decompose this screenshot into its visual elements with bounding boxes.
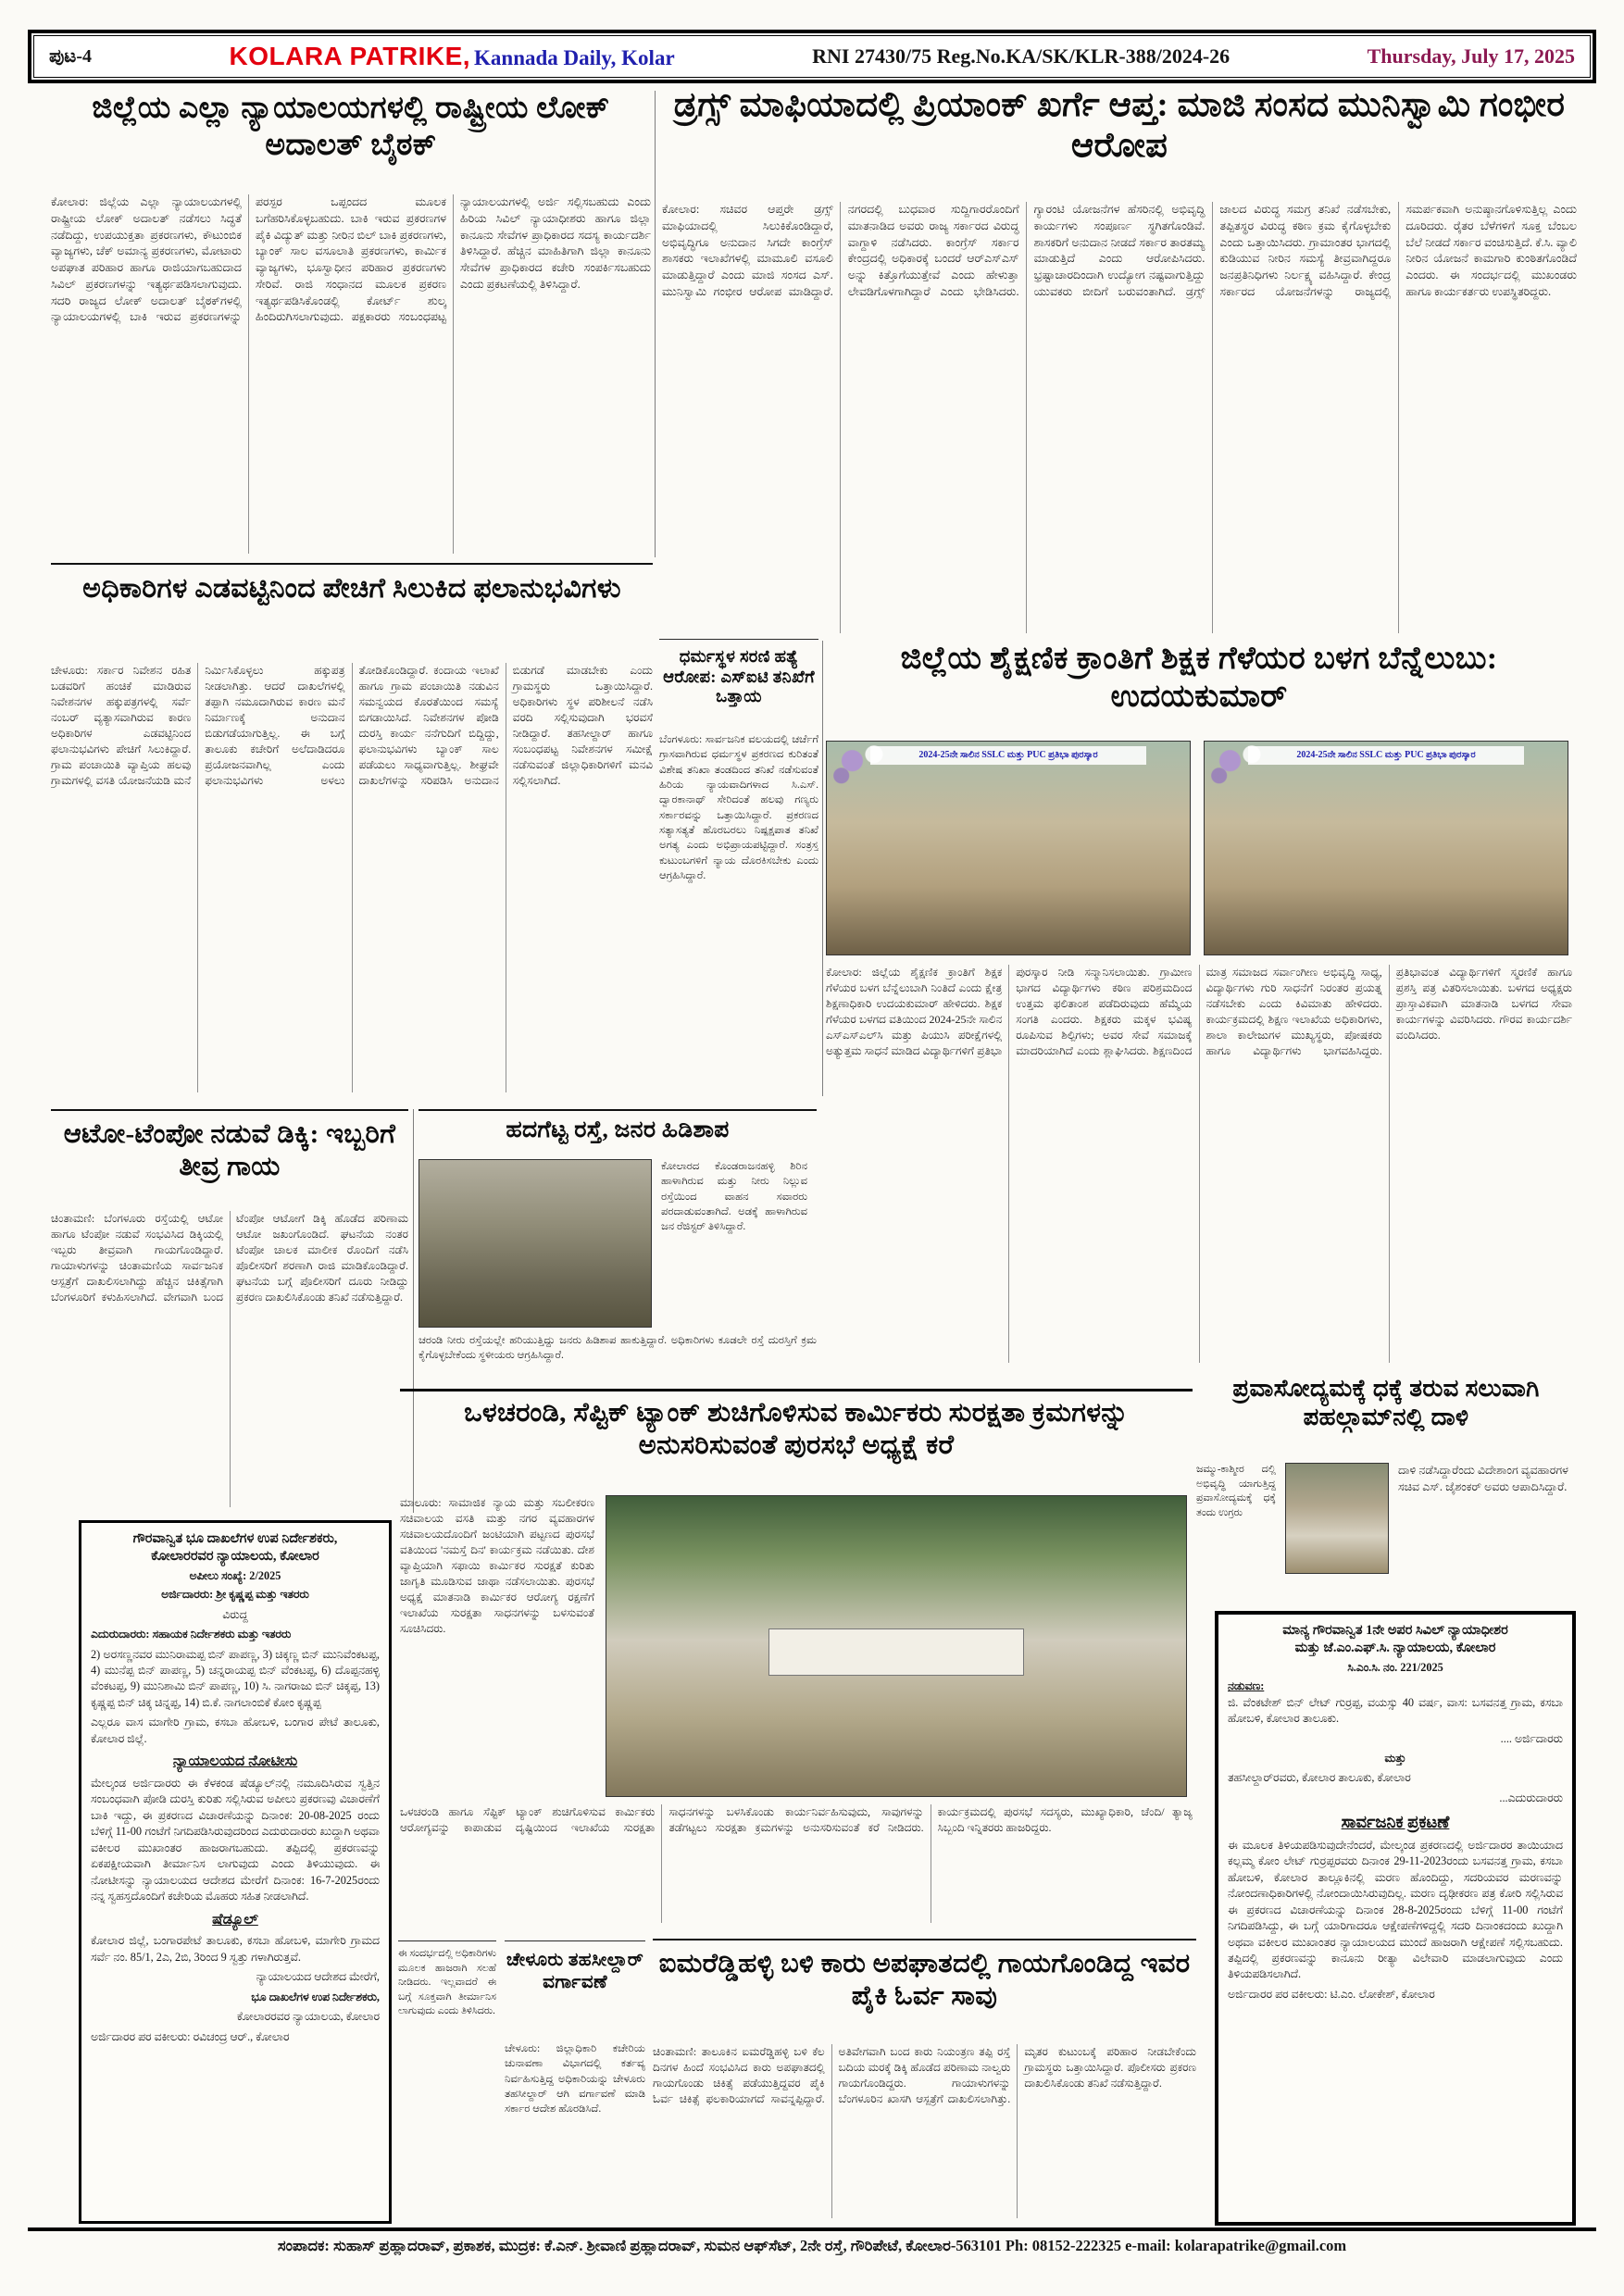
awareness-rally-photo: [606, 1495, 1187, 1797]
article-lok-adalat: [51, 91, 651, 559]
notice-left-subhead-court-notice: ನ್ಯಾಯಾಲಯದ ನೋಟೀಸು: [172, 1753, 298, 1770]
body-officials-blunder: ಚೇಳೂರು: ಸರ್ಕಾರ ನಿವೇಶನ ರಹಿತ ಬಡವರಿಗೆ ಹಂಚಿಕೆ ಮಾಡಿರುವ ನಿವೇಶನಗಳ ಹಕ್ಕುಪತ್ರಗಳಲ್ಲಿ ಸರ್ವೆ ನಂಬರ್ ವ್ಯತ್ಯಾಸವಾಗಿರುವ ಕಾರಣ ಅಧಿಕಾರಿಗಳ ಎಡವಟ್ಟಿನಿಂದ ಫಲಾನುಭವಿಗಳು ಪೇಚಿಗೆ ಸಿಲುಕಿದ್ದಾರೆ. ಗ್ರಾಮ ಪಂಚಾಯಿತಿ ವ್ಯಾಪ್ತಿಯ ಹಲವು ಗ್ರಾಮಗಳಲ್ಲಿ ವಸತಿ ಯೋಜನೆಯಡಿ ಮನೆ ನಿರ್ಮಿಸಿಕೊಳ್ಳಲು ಹಕ್ಕುಪತ್ರ ನೀಡಲಾಗಿತ್ತು. ಆದರೆ ದಾಖಲೆಗಳಲ್ಲಿ ತಪ್ಪಾಗಿ ನಮೂದಾಗಿರುವ ಕಾರಣ ಮನೆ ನಿರ್ಮಾಣಕ್ಕೆ ಅನುದಾನ ಬಿಡುಗಡೆಯಾಗುತ್ತಿಲ್ಲ. ಈ ಬಗ್ಗೆ ತಾಲೂಕು ಕಚೇರಿಗೆ ಅಲೆದಾಡಿದರೂ ಪ್ರಯೋಜನವಾಗಿಲ್ಲ ಎಂದು ಫಲಾನುಭವಿಗಳು ಅಳಲು ತೋಡಿಕೊಂಡಿದ್ದಾರೆ. ಕಂದಾಯ ಇಲಾಖೆ ಹಾಗೂ ಗ್ರಾಮ ಪಂಚಾಯಿತಿ ನಡುವಿನ ಸಮನ್ವಯದ ಕೊರತೆಯಿಂದ ಸಮಸ್ಯೆ ಬಿಗಡಾಯಿಸಿದೆ. ನಿವೇಶನಗಳ ಪೋಡಿ ದುರಸ್ತಿ ಕಾರ್ಯ ನನೆಗುದಿಗೆ ಬಿದ್ದಿದ್ದು, ಫಲಾನುಭವಿಗಳು ಬ್ಯಾಂಕ್ ಸಾಲ ಪಡೆಯಲು ಸಾಧ್ಯವಾಗುತ್ತಿಲ್ಲ. ಶೀಘ್ರವೇ ದಾಖಲೆಗಳನ್ನು ಸರಿಪಡಿಸಿ ಅನುದಾನ ಬಿಡುಗಡೆ ಮಾಡಬೇಕು ಎಂದು ಗ್ರಾಮಸ್ಥರು ಒತ್ತಾಯಿಸಿದ್ದಾರೆ. ಅಧಿಕಾರಿಗಳು ಸ್ಥಳ ಪರಿಶೀಲನೆ ನಡೆಸಿ ವರದಿ ಸಲ್ಲಿಸುವುದಾಗಿ ಭರವಸೆ ನೀಡಿದ್ದಾರೆ. ತಹಸೀಲ್ದಾರ್ ಹಾಗೂ ಸಂಬಂಧಪಟ್ಟ ನಿವೇಶನಗಳ ಸಮೀಕ್ಷೆ ನಡೆಸುವಂತೆ ಜಿಲ್ಲಾಧಿಕಾರಿಗಳಿಗೆ ಮನವಿ ಸಲ್ಲಿಸಲಾಗಿದೆ.: [51, 664, 653, 788]
imprint-line: ಸಂಪಾದಕ: ಸುಹಾಸ್ ಪ್ರಹ್ಲಾದರಾವ್, ಪ್ರಕಾಶಕ, ಮುದ್ರಕ: ಕೆ.ಎನ್. ಶ್ರೀವಾಣಿ ಪ್ರಹ್ಲಾದರಾವ್, ಸುಮನ ಆಫ್‌ಸೆಟ್, 2ನೇ ರಸ್ತೆ, ಗೌರಿಪೇಟೆ, ಕೋಲಾರ-563101 Ph: 08152-222325 e-mail: kolarapatrike@gmail.com: [277, 2237, 1347, 2254]
septic-content-row: [400, 1495, 1193, 1797]
body-continuation: ಈ ಸಂದರ್ಭದಲ್ಲಿ ಅಧಿಕಾರಿಗಳು ಮೂಲಕ ಹಾಜರಾಗಿ ಸಲಹೆ ನೀಡಿದರು. ಇಲ್ಲವಾದರೆ ಈ ಬಗ್ಗೆ ಸೂಕ್ತವಾಗಿ ತೀರ್ಮಾನಿಸ ಲಾಗುವುದು ಎಂದು ತಿಳಿಸಿದರು.: [398, 1948, 496, 2017]
headline-lok-adalat: ಜಿಲ್ಲೆಯ ಎಲ್ಲಾ ನ್ಯಾಯಾಲಯಗಳಲ್ಲಿ ರಾಷ್ಟ್ರೀಯ ಲೋಕ್ ಅದಾಲತ್ ಬೈಠಕ್: [92, 92, 610, 162]
notice-right-court-title2: ಮತ್ತು ಜೆ.ಎಂ.ಎಫ್.ಸಿ. ನ್ಯಾಯಾಲಯ, ಕೋಲಾರ: [1294, 1640, 1496, 1655]
body-septic-tail: ಒಳಚರಂಡಿ ಹಾಗೂ ಸೆಪ್ಟಿಕ್ ಟ್ಯಾಂಕ್ ಶುಚಿಗೊಳಿಸುವ ಕಾರ್ಮಿಕರು ಆರೋಗ್ಯವನ್ನು ಕಾಪಾಡುವ ದೃಷ್ಟಿಯಿಂದ ಇಲಾಖೆಯ ಸುರಕ್ಷತಾ ಸಾಧನಗಳನ್ನು ಬಳಸಿಕೊಂಡು ಕಾರ್ಯನಿರ್ವಹಿಸುವುದು, ಸಾವುಗಳನ್ನು ತಡೆಗಟ್ಟಲು ಸುರಕ್ಷತಾ ಕ್ರಮಗಳನ್ನು ಅನುಸರಿಸುವಂತೆ ಕರೆ ನೀಡಿದರು. ಕಾರ್ಯಕ್ರಮದಲ್ಲಿ ಪುರಸಭೆ ಸದಸ್ಯರು, ಮುಖ್ಯಾಧಿಕಾರಿ, ಚೆಂದಿ/ ತ್ಯಾಜ್ಯ ಸಿಬ್ಬಂದಿ ಇನ್ನಿತರರು ಹಾಜರಿದ್ದರು.: [400, 1805, 1193, 1835]
photo-banner-text: 2024-25ನೇ ಸಾಲಿನ SSLC ಮತ್ತು PUC ಪ್ರತಿಭಾ ಪುರಸ್ಕಾರ: [870, 746, 1146, 765]
body-pahalgam-right: ದಾಳಿ ನಡೆಸಿದ್ದಾರೆಂದು ವಿದೇಶಾಂಗ ವ್ಯವಹಾರಗಳ ಸಚಿವ ಎಸ್. ಜೈಶಂಕರ್ ಅವರು ಆಪಾದಿಸಿದ್ದಾರೆ.: [1398, 1464, 1568, 1493]
court-notice-right: [1215, 1611, 1576, 2226]
headline-septic-safety: ಒಳಚರಂಡಿ, ಸೆಪ್ಟಿಕ್ ಟ್ಯಾಂಕ್ ಶುಚಿಗೊಳಿಸುವ ಕಾರ್ಮಿಕರು ಸುರಕ್ಷತಾ ಕ್ರಮಗಳನ್ನು ಅನುಸರಿಸುವಂತೆ ಪುರಸಭೆ ಅಧ್ಯಕ್ಷೆ ಕರೆ: [464, 1398, 1129, 1460]
notice-left-closing3: ಕೋಲಾರರವರ ನ್ಯಾಯಾಲಯ, ಕೋಲಾರ: [236, 2010, 380, 2024]
column-divider: [655, 91, 656, 557]
notice-left-schedule: ಕೋಲಾರ ಜಿಲ್ಲೆ, ಬಂಗಾರಪೇಟೆ ತಾಲೂಕು, ಕಸಬಾ ಹೋಬಳಿ, ಮಾಗೇರಿ ಗ್ರಾಮದ ಸರ್ವೆ ನಂ. 85/1, 2ಎ, 2ಬಿ, 3ರಿಂದ 9 ಸ್ವತ್ತು ಗಳಾಗಿರುತ್ತವೆ.: [91, 1934, 380, 1964]
body-tahsildar-transfer: ಚೇಳೂರು: ಜಿಲ್ಲಾಧಿಕಾರಿ ಕಚೇರಿಯ ಚುನಾವಣಾ ವಿಭಾಗದಲ್ಲಿ ಕರ್ತವ್ಯ ನಿರ್ವಹಿಸುತ್ತಿದ್ದ ಅಧಿಕಾರಿಯನ್ನು ಚೇಳೂರು ತಹಸೀಲ್ದಾರ್ ಆಗಿ ವರ್ಗಾವಣೆ ಮಾಡಿ ಸರ್ಕಾರ ಆದೇಶ ಹೊರಡಿಸಿದೆ.: [505, 2043, 645, 2115]
group-photo-left: [826, 741, 1191, 955]
masthead-title-group: [230, 42, 675, 71]
body-pahalgam-left: ಜಮ್ಮು-ಕಾಶ್ಮೀರ ದಲ್ಲಿ ಅಭಿವೃದ್ಧಿ ಯಾಗುತ್ತಿದ್ದ ಪ್ರವಾಸೋದ್ಯಮಕ್ಕೆ ಧಕ್ಕೆ ತಂದು ಉಗ್ರರು: [1196, 1464, 1276, 1518]
article-septic-safety: [400, 1389, 1193, 1933]
notice-left-residence: ಎಲ್ಲರೂ ವಾಸ ಮಾಗೇರಿ ಗ್ರಾಮ, ಕಸಬಾ ಹೋಬಳಿ, ಬಂಗಾರ ಪೇಟೆ ತಾಲೂಕು, ಕೋಲಾರ ಜಿಲ್ಲೆ.: [91, 1716, 380, 1745]
bad-road-content-row: [418, 1159, 817, 1328]
body-bad-road-side: ಕೋಲಾರದ ಕೊಂಡರಾಜನಹಳ್ಳಿ ಶಿರಿನ ಹಾಳಾಗಿರುವ ಮತ್ತು ನೀರು ನಿಲ್ಲುವ ರಸ್ತೆಯಿಂದ ವಾಹನ ಸವಾರರು ಪರದಾಡುವಂತಾಗಿದೆ. ಅಡಕ್ಕೆ ಹಾಳಾಗಿರುವ ಜನ ರೆಜಿಸ್ಟರ್ ತಿಳಿಸಿದ್ದಾರೆ.: [661, 1161, 807, 1233]
notice-right-respondent-tag: ...ಎದುರುದಾರರು: [1499, 1791, 1563, 1804]
column-divider: [822, 641, 823, 1096]
newspaper-name: KOLARA PATRIKE,: [229, 42, 471, 70]
notice-left-court-title: ಗೌರವಾನ್ವಿತ ಭೂ ದಾಖಲೆಗಳ ಉಪ ನಿರ್ದೇಶಕರು,: [132, 1531, 338, 1546]
notice-left-respondent-list: 2) ಅರಸಣ್ಣನವರ ಮುನಿರಾಮಪ್ಪ ಬಿನ್ ಪಾಪಣ್ಣ, 3) ಚಿಕ್ಕಣ್ಣ ಬಿನ್ ಮುನಿವೆಂಕಟಪ್ಪ, 4) ಮುನೆಪ್ಪ ಬಿನ್ ಪಾಪಣ್ಣ, 5) ಚನ್ನರಾಯಪ್ಪ ಬಿನ್ ವೆಂಕಟಪ್ಪ, 6) ದೊಪ್ಪನಹಳ್ಳಿ ವೆಂಕಟಪ್ಪ, 9) ಮುನಿಶಾಮಿ ಬಿನ್ ಪಾಪಣ್ಣ, 10) ಸಿ. ನಾಗರಾಜು ಬಿನ್ ಚಿಕ್ಕಪ್ಪ, 13) ಕೃಷ್ಣಪ್ಪ ಬಿನ್ ಚಿಕ್ಕ ಚಿನ್ನಪ್ಪ, 14) ಬಿ.ಕೆ. ನಾಗಲಾಂಬಿಕೆ ಕೋಂ ಕೃಷ್ಣಪ್ಪ: [91, 1647, 380, 1709]
article-officials-blunder: [51, 563, 653, 1098]
notice-right-between-label: ನಡುವಣ:: [1228, 1679, 1265, 1693]
notice-left-advocate: ಅರ್ಜಿದಾರರ ಪರ ವಕೀಲರು: ರವಿಚಂದ್ರ ಆರ್., ಕೋಲಾರ: [91, 2029, 290, 2043]
issue-date: Thursday, July 17, 2025: [1367, 44, 1575, 68]
body-dharmasthala-sit: ಬೆಂಗಳೂರು: ಸಾರ್ವಜನಿಕ ವಲಯದಲ್ಲಿ ಚರ್ಚೆಗೆ ಗ್ರಾಸವಾಗಿರುವ ಧರ್ಮಸ್ಥಳ ಪ್ರಕರಣದ ಕುರಿತಂತೆ ವಿಶೇಷ ತನಿಖಾ ತಂಡದಿಂದ ತನಿಖೆ ನಡೆಸುವಂತೆ ಹಿರಿಯ ನ್ಯಾಯವಾದಿಗಳಾದ ಸಿ.ಎಸ್. ದ್ವಾರಕಾನಾಥ್ ಸೇರಿದಂತೆ ಹಲವು ಗಣ್ಯರು ಸರ್ಕಾರವನ್ನು ಒತ್ತಾಯಿಸಿದ್ದಾರೆ. ಪ್ರಕರಣದ ಸತ್ಯಾಸತ್ಯತೆ ಹೊರಬರಲು ನಿಷ್ಪಕ್ಷಪಾತ ತನಿಖೆ ಅಗತ್ಯ ಎಂದು ಅಭಿಪ್ರಾಯಪಟ್ಟಿದ್ದಾರೆ. ಸಂತ್ರಸ್ತ ಕುಟುಂಬಗಳಿಗೆ ನ್ಯಾಯ ದೊರಕಿಸಬೇಕು ಎಂದು ಆಗ್ರಹಿಸಿದ್ದಾರೆ.: [659, 734, 818, 881]
notice-left-body: ಮೇಲ್ಕಂಡ ಅರ್ಜಿದಾರರು ಈ ಕೆಳಕಂಡ ಷೆಡ್ಯೂಲ್‌ನಲ್ಲಿ ನಮೂದಿಸಿರುವ ಸ್ವತ್ತಿನ ಸಂಬಂಧವಾಗಿ ಪೋಡಿ ದುರಸ್ತಿ ಕುರಿತು ಸಲ್ಲಿಸಿರುವ ಅಪೀಲು ಪ್ರಕರಣವು ವಿಚಾರಣೆಗೆ ಬಾಕಿ ಇದ್ದು, ಈ ಪ್ರಕರಣದ ವಿಚಾರಣೆಯನ್ನು ದಿನಾಂಕ: 20-08-2025 ರಂದು ಬೆಳಿಗ್ಗೆ 11-00 ಗಂಟೆಗೆ ನಿಗದಿಪಡಿಸಿರುವುದರಿಂದ ಎದುರುದಾರರು ಖುದ್ದಾಗಿ ಅಥವಾ ವಕೀಲರ ಮುಖಾಂತರ ಹಾಜರಾಗಬಹುದು. ತಪ್ಪಿದಲ್ಲಿ ಪ್ರಕರಣವನ್ನು ಏಕಪಕ್ಷೀಯವಾಗಿ ತೀರ್ಮಾನಿಸ ಲಾಗುವುದು ಎಂದು ತಿಳಿಯುವುದು. ಈ ನೋಟೀಸನ್ನು ನ್ಯಾಯಾಲಯದ ಆದೇಶದ ಮೇರೆಗೆ ದಿನಾಂಕ: 16-7-2025ರಂದು ನನ್ನ ಸ್ವಹಸ್ತದೊಂದಿಗೆ ಕಚೇರಿಯ ಮೊಹರು ಸಹಿತ ನೀಡಲಾಗಿದೆ.: [91, 1776, 380, 1903]
notice-right-applicant: ಜಿ. ವೆಂಕಟೇಶ್ ಬಿನ್ ಲೇಟ್ ಗುರ್ರಪ್ಪ, ವಯಸ್ಸು 40 ವರ್ಷ, ವಾಸ: ಬಸವನತ್ತ ಗ್ರಾಮ, ಕಸಬಾ ಹೋಬಳಿ, ಕೋಲಾರ ತಾಲೂಕು.: [1228, 1695, 1563, 1726]
body-bad-road-below: ಚರಂಡಿ ನೀರು ರಸ್ತೆಯಲ್ಲೇ ಹರಿಯುತ್ತಿದ್ದು ಜನರು ಹಿಡಿಶಾಪ ಹಾಕುತ್ತಿದ್ದಾರೆ. ಅಧಿಕಾರಿಗಳು ಕೂಡಲೇ ರಸ್ತೆ ದುರಸ್ತಿಗೆ ಕ್ರಮ ಕೈಗೊಳ್ಳಬೇಕೆಂದು ಸ್ಥಳೀಯರು ಆಗ್ರಹಿಸಿದ್ದಾರೆ.: [418, 1335, 817, 1362]
notice-right-case-number: ಸಿ.ಎಂ.ಸಿ. ನಂ. 221/2025: [1347, 1660, 1443, 1674]
headline-bad-road: ಹದಗೆಟ್ಟ ರಸ್ತೆ, ಜನರ ಹಿಡಿಶಾಪ: [506, 1117, 730, 1142]
article-auto-tempo: [51, 1109, 408, 1513]
headline-pahalgam: ಪ್ರವಾಸೋದ್ಯಮಕ್ಕೆ ಧಕ್ಕೆ ತರುವ ಸಲುವಾಗಿ ಪಹಲ್ಗಾಮ್‌ನಲ್ಲಿ ದಾಳಿ: [1232, 1375, 1540, 1431]
article-car-accident: [653, 1939, 1196, 2222]
footer-rule: [28, 2227, 1596, 2231]
masthead-inner: [33, 35, 1591, 78]
notice-left-closing2: ಭೂ ದಾಖಲೆಗಳ ಉಪ ನಿರ್ದೇಶಕರು,: [251, 1990, 380, 2003]
notice-left-versus: ವಿರುದ್ದ: [222, 1607, 248, 1621]
article-dharmasthala-sit: [659, 639, 818, 1098]
body-car-accident: ಚಿಂತಾಮಣಿ: ತಾಲೂಕಿನ ಐಮರೆಡ್ಡಿಹಳ್ಳಿ ಬಳಿ ಕೆಲ ದಿನಗಳ ಹಿಂದೆ ಸಂಭವಿಸಿದ ಕಾರು ಅಪಘಾತದಲ್ಲಿ ಗಾಯಗೊಂಡು ಚಿಕಿತ್ಸೆ ಪಡೆಯುತ್ತಿದ್ದವರ ಪೈಕಿ ಓರ್ವ ಚಿಕಿತ್ಸೆ ಫಲಕಾರಿಯಾಗದೆ ಸಾವನ್ನಪ್ಪಿದ್ದಾರೆ. ಅತಿವೇಗವಾಗಿ ಬಂದ ಕಾರು ನಿಯಂತ್ರಣ ತಪ್ಪಿ ರಸ್ತೆ ಬದಿಯ ಮರಕ್ಕೆ ಡಿಕ್ಕಿ ಹೊಡೆದ ಪರಿಣಾಮ ನಾಲ್ವರು ಗಾಯಗೊಂಡಿದ್ದರು. ಗಾಯಾಳುಗಳನ್ನು ಬೆಂಗಳೂರಿನ ಖಾಸಗಿ ಆಸ್ಪತ್ರೆಗೆ ದಾಖಲಿಸಲಾಗಿತ್ತು. ಮೃತರ ಕುಟುಂಬಕ್ಕೆ ಪರಿಹಾರ ನೀಡಬೇಕೆಂದು ಗ್ರಾಮಸ್ಥರು ಒತ್ತಾಯಿಸಿದ್ದಾರೆ. ಪೊಲೀಸರು ಪ್ರಕರಣ ದಾಖಲಿಸಿಕೊಂಡು ತನಿಖೆ ನಡೆಸುತ್ತಿದ್ದಾರೆ.: [653, 2045, 1196, 2106]
notice-left-subhead-schedule: ಷೆಡ್ಯೂಲ್: [212, 1911, 258, 1928]
notice-right-body: ಈ ಮೂಲಕ ತಿಳಿಯಪಡಿಸುವುದೇನೆಂದರೆ, ಮೇಲ್ಕಂಡ ಪ್ರಕರಣದಲ್ಲಿ ಅರ್ಜಿದಾರರ ತಾಯಿಯಾದ ಕಲ್ಲಮ್ಮ ಕೋಂ ಲೇಟ್ ಗುರ್ರಪ್ಪರವರು ದಿನಾಂಕ 29-11-2023ರಂದು ಬಸವನತ್ತ ಗ್ರಾಮ, ಕಸಬಾ ಹೋಬಳಿ, ಕೋಲಾರ ತಾಲ್ಲೂಕಿನಲ್ಲಿ ಮರಣ ಹೊಂದಿದ್ದು, ಸದರಿಯವರ ಮರಣವನ್ನು ನೋಂದಣಾಧಿಕಾರಿಗಳಲ್ಲಿ ನೋಂದಾಯಿಸಿರುವುದಿಲ್ಲ. ಮರಣ ದೃಢೀಕರಣ ಪತ್ರ ಕೋರಿ ಸಲ್ಲಿಸಿರುವ ಈ ಪ್ರಕರಣದ ವಿಚಾರಣೆಯನ್ನು ದಿನಾಂಕ 28-8-2025ರಂದು ಬೆಳಿಗ್ಗೆ 11-00 ಗಂಟೆಗೆ ನಿಗದಿಪಡಿಸಿದ್ದು, ಈ ಬಗ್ಗೆ ಯಾರಿಗಾದರೂ ಆಕ್ಷೇಪಣೆಗಳಿದ್ದಲ್ಲಿ ಸದರಿ ದಿನಾಂಕದಂದು ಖುದ್ದಾಗಿ ಅಥವಾ ವಕೀಲರ ಮುಖಾಂತರ ನ್ಯಾಯಾಲಯದ ಮುಂದೆ ಹಾಜರಾಗಿ ಆಕ್ಷೇಪಣೆ ಸಲ್ಲಿಸಬಹುದು. ತಪ್ಪಿದಲ್ಲಿ ಪ್ರಕರಣವನ್ನು ಕಾನೂನು ರೀತ್ಯಾ ವಿಲೇವಾರಿ ಮಾಡಲಾಗುವುದು ಎಂದು ತಿಳಿಯಪಡಿಸಲಾಗಿದೆ.: [1228, 1838, 1563, 1981]
headline-dharmasthala-sit: ಧರ್ಮಸ್ಥಳ ಸರಣಿ ಹತ್ಯೆ ಆರೋಪ: ಎಸ್ಐಟಿ ತನಿಖೆಗೆ ಒತ್ತಾಯ: [663, 647, 815, 706]
body-education-award: ಕೋಲಾರ: ಜಿಲ್ಲೆಯ ಶೈಕ್ಷಣಿಕ ಕ್ರಾಂತಿಗೆ ಶಿಕ್ಷಕ ಗೆಳೆಯರ ಬಳಗ ಬೆನ್ನೆಲುಬಾಗಿ ನಿಂತಿದೆ ಎಂದು ಕ್ಷೇತ್ರ ಶಿಕ್ಷಣಾಧಿಕಾರಿ ಉದಯಕುಮಾರ್ ಹೇಳಿದರು. ಶಿಕ್ಷಕ ಗೆಳೆಯರ ಬಳಗದ ವತಿಯಿಂದ 2024-25ನೇ ಸಾಲಿನ ಎಸ್‌ಎಸ್‌ಎಲ್‌ಸಿ ಮತ್ತು ಪಿಯುಸಿ ಪರೀಕ್ಷೆಗಳಲ್ಲಿ ಅತ್ಯುತ್ತಮ ಸಾಧನೆ ಮಾಡಿದ ವಿದ್ಯಾರ್ಥಿಗಳಿಗೆ ಪ್ರತಿಭಾ ಪುರಸ್ಕಾರ ನೀಡಿ ಸನ್ಮಾನಿಸಲಾಯಿತು. ಗ್ರಾಮೀಣ ಭಾಗದ ವಿದ್ಯಾರ್ಥಿಗಳು ಕಠಿಣ ಪರಿಶ್ರಮದಿಂದ ಉತ್ತಮ ಫಲಿತಾಂಶ ಪಡೆದಿರುವುದು ಹೆಮ್ಮೆಯ ಸಂಗತಿ ಎಂದರು. ಶಿಕ್ಷಕರು ಮಕ್ಕಳ ಭವಿಷ್ಯ ರೂಪಿಸುವ ಶಿಲ್ಪಿಗಳು; ಅವರ ಸೇವೆ ಸಮಾಜಕ್ಕೆ ಮಾದರಿಯಾಗಿದೆ ಎಂದು ಶ್ಲಾಘಿಸಿದರು. ಶಿಕ್ಷಣದಿಂದ ಮಾತ್ರ ಸಮಾಜದ ಸರ್ವಾಂಗೀಣ ಅಭಿವೃದ್ಧಿ ಸಾಧ್ಯ, ವಿದ್ಯಾರ್ಥಿಗಳು ಗುರಿ ಸಾಧನೆಗೆ ನಿರಂತರ ಪ್ರಯತ್ನ ನಡೆಸಬೇಕು ಎಂದು ಕಿವಿಮಾತು ಹೇಳಿದರು. ಕಾರ್ಯಕ್ರಮದಲ್ಲಿ ಶಿಕ್ಷಣ ಇಲಾಖೆಯ ಅಧಿಕಾರಿಗಳು, ಶಾಲಾ ಕಾಲೇಜುಗಳ ಮುಖ್ಯಸ್ಥರು, ಪೋಷಕರು ಹಾಗೂ ವಿದ್ಯಾರ್ಥಿಗಳು ಭಾಗವಹಿಸಿದ್ದರು. ಪ್ರತಿಭಾವಂತ ವಿದ್ಯಾರ್ಥಿಗಳಿಗೆ ಸ್ಮರಣಿಕೆ ಹಾಗೂ ಪ್ರಶಸ್ತಿ ಪತ್ರ ವಿತರಿಸಲಾಯಿತು. ಬಳಗದ ಅಧ್ಯಕ್ಷರು ಪ್ರಾಸ್ತಾವಿಕವಾಗಿ ಮಾತನಾಡಿ ಬಳಗದ ಸೇವಾ ಕಾರ್ಯಗಳನ್ನು ವಿವರಿಸಿದರು. ಗೌರವ ಕಾರ್ಯದರ್ಶಿ ವಂದಿಸಿದರು.: [826, 966, 1572, 1058]
flooded-road-photo: [418, 1159, 652, 1328]
notice-right-court-title: ಮಾನ್ಯ ಗೌರವಾನ್ವಿತ 1ನೇ ಅಪರ ಸಿವಿಲ್ ನ್ಯಾಯಾಧೀಶರ: [1282, 1623, 1508, 1638]
group-photo-right: [1204, 741, 1568, 955]
masthead: [28, 30, 1596, 83]
education-photo-row: [826, 741, 1572, 955]
article-bad-road: [418, 1109, 817, 1381]
body-lok-adalat: ಕೋಲಾರ: ಜಿಲ್ಲೆಯ ಎಲ್ಲಾ ನ್ಯಾಯಾಲಯಗಳಲ್ಲಿ ರಾಷ್ಟ್ರೀಯ ಲೋಕ್ ಅದಾಲತ್ ನಡೆಸಲು ಸಿದ್ಧತೆ ನಡೆದಿದ್ದು, ಉಪಯುಕ್ತತಾ ಪ್ರಕರಣಗಳು, ಕೌಟುಂಬಿಕ ವ್ಯಾಜ್ಯಗಳು, ಚೆಕ್ ಅಮಾನ್ಯ ಪ್ರಕರಣಗಳು, ಮೋಟಾರು ಅಪಘಾತ ಪರಿಹಾರ ಹಾಗೂ ರಾಜಿಯಾಗಬಹುದಾದ ಸಿವಿಲ್ ಪ್ರಕರಣಗಳನ್ನು ಇತ್ಯರ್ಥಪಡಿಸಲಾಗುವುದು. ಸದರಿ ರಾಜ್ಯದ ಲೋಕ್ ಅದಾಲತ್ ಬೈಠಕ್‌ಗಳಲ್ಲಿ ನ್ಯಾಯಾಲಯಗಳಲ್ಲಿ ಬಾಕಿ ಇರುವ ಪ್ರಕರಣಗಳನ್ನು ಪರಸ್ಪರ ಒಪ್ಪಂದದ ಮೂಲಕ ಬಗೆಹರಿಸಿಕೊಳ್ಳಬಹುದು. ಬಾಕಿ ಇರುವ ಪ್ರಕರಣಗಳ ಪೈಕಿ ವಿದ್ಯುತ್ ಮತ್ತು ನೀರಿನ ಬಿಲ್ ಬಾಕಿ ಪ್ರಕರಣಗಳು, ಬ್ಯಾಂಕ್ ಸಾಲ ವಸೂಲಾತಿ ಪ್ರಕರಣಗಳು, ಕಾರ್ಮಿಕ ವ್ಯಾಜ್ಯಗಳು, ಭೂಸ್ವಾಧೀನ ಪರಿಹಾರ ಪ್ರಕರಣಗಳು ಸೇರಿವೆ. ರಾಜಿ ಸಂಧಾನದ ಮೂಲಕ ಪ್ರಕರಣ ಇತ್ಯರ್ಥಪಡಿಸಿಕೊಂಡಲ್ಲಿ ಕೋರ್ಟ್ ಶುಲ್ಕ ಹಿಂದಿರುಗಿಸಲಾಗುವುದು. ಪಕ್ಷಕಾರರು ಸಂಬಂಧಪಟ್ಟ ನ್ಯಾಯಾಲಯಗಳಲ್ಲಿ ಅರ್ಜಿ ಸಲ್ಲಿಸಬಹುದು ಎಂದು ಹಿರಿಯ ಸಿವಿಲ್ ನ್ಯಾಯಾಧೀಶರು ಹಾಗೂ ಜಿಲ್ಲಾ ಕಾನೂನು ಸೇವೆಗಳ ಪ್ರಾಧಿಕಾರದ ಸದಸ್ಯ ಕಾರ್ಯದರ್ಶಿ ತಿಳಿಸಿದ್ದಾರೆ. ಹೆಚ್ಚಿನ ಮಾಹಿತಿಗಾಗಿ ಜಿಲ್ಲಾ ಕಾನೂನು ಸೇವೆಗಳ ಪ್ರಾಧಿಕಾರದ ಕಚೇರಿ ಸಂಪರ್ಕಿಸಬಹುದು ಎಂದು ಪ್ರಕಟಣೆಯಲ್ಲಿ ತಿಳಿಸಿದ್ದಾರೆ.: [51, 195, 651, 324]
newspaper-subtitle: Kannada Daily, Kolar: [474, 46, 675, 69]
notice-left-closing1: ನ್ಯಾಯಾಲಯದ ಆದೇಶದ ಮೇರೆಗೆ,: [256, 1970, 380, 1984]
notice-right-subhead-public-notice: ಸಾರ್ವಜನಿಕ ಪ್ರಕಟಣೆ: [1341, 1813, 1450, 1832]
notice-left-court-title2: ಕೋಲಾರರವರ ನ್ಯಾಯಾಲಯ, ಕೋಲಾರ: [151, 1548, 319, 1564]
notice-right-and-label: ಮತ್ತು: [1384, 1751, 1406, 1765]
page-number: ಪುಟ-4: [49, 45, 93, 67]
body-septic-lead: ಮಾಲೂರು: ಸಾಮಾಜಿಕ ನ್ಯಾಯ ಮತ್ತು ಸಬಲೀಕರಣ ಸಚಿವಾಲಯ ವಸತಿ ಮತ್ತು ನಗರ ವ್ಯವಹಾರಗಳ ಸಚಿವಾಲಯದೊಂದಿಗೆ ಜಂಟಿಯಾಗಿ ಪಟ್ಟಣದ ಪುರಸಭೆ ವತಿಯಿಂದ 'ನಮಸ್ತೆ ದಿನ' ಕಾರ್ಯಕ್ರಮ ನಡೆಯಿತು. ದೇಶ ವ್ಯಾಪ್ತಿಯಾಗಿ ಸಫಾಯಿ ಕಾರ್ಮಿಕರ ಸುರಕ್ಷತೆ ಕುರಿತು ಜಾಗೃತಿ ಮೂಡಿಸುವ ಜಾಥಾ ನಡೆಸಲಾಯಿತು. ಪುರಸಭೆ ಅಧ್ಯಕ್ಷೆ ಮಾತನಾಡಿ ಕಾರ್ಮಿಕರ ಆರೋಗ್ಯ ರಕ್ಷಣೆಗೆ ಇಲಾಖೆಯ ಸುರಕ್ಷತಾ ಸಾಧನಗಳನ್ನು ಬಳಸುವಂತೆ ಸೂಚಿಸಿದರು.: [400, 1496, 594, 1636]
headline-tahsildar-transfer: ಚೇಳೂರು ತಹಸೀಲ್ದಾರ್ ವರ್ಗಾವಣೆ: [506, 1950, 644, 1992]
article-education-award: [826, 641, 1572, 1372]
notice-left-applicant: ಅರ್ಜಿದಾರರು: ಶ್ರೀ ಕೃಷ್ಣಪ್ಪ ಮತ್ತು ಇತರರು: [161, 1588, 309, 1602]
court-notice-left: [79, 1520, 392, 2224]
notice-left-case-number: ಅಪೀಲು ಸಂಖ್ಯೆ: 2/2025: [189, 1568, 281, 1582]
jaishankar-photo: [1285, 1463, 1389, 1574]
notice-right-advocate: ಅರ್ಜಿದಾರರ ಪರ ವಕೀಲರು: ಟಿ.ಎಂ. ಲೋಕೇಶ್, ಕೋಲಾರ: [1228, 1987, 1435, 2001]
article-tahsildar-transfer: [505, 1940, 645, 2218]
headline-drugs-mafia: ಡ್ರಗ್ಸ್ ಮಾಫಿಯಾದಲ್ಲಿ ಪ್ರಿಯಾಂಕ್ ಖರ್ಗೆ ಆಪ್ತ: ಮಾಜಿ ಸಂಸದ ಮುನಿಸ್ವಾಮಿ ಗಂಭೀರ ಆರೋಪ: [673, 86, 1566, 166]
headline-car-accident: ಐಮರೆಡ್ಡಿಹಳ್ಳಿ ಬಳಿ ಕಾರು ಅಪಘಾತದಲ್ಲಿ ಗಾಯಗೊಂಡಿದ್ದ ಇವರ ಪೈಕಿ ಓರ್ವ ಸಾವು: [658, 1949, 1191, 2011]
rally-banner-graphic: [768, 1628, 1023, 1677]
column-continuation: [398, 1940, 496, 2126]
headline-education-award: ಜಿಲ್ಲೆಯ ಶೈಕ್ಷಣಿಕ ಕ್ರಾಂತಿಗೆ ಶಿಕ್ಷಕ ಗೆಳೆಯರ ಬಳಗ ಬೆನ್ನೆಲುಬು: ಉದಯಕುಮಾರ್: [900, 642, 1498, 714]
body-drugs-mafia: ಕೋಲಾರ: ಸಚಿವರ ಆಪ್ತರೇ ಡ್ರಗ್ಸ್ ಮಾಫಿಯಾದಲ್ಲಿ ಸಿಲುಕಿಕೊಂಡಿದ್ದಾರೆ, ಅಭಿವೃದ್ಧಿಗೂ ಅನುದಾನ ಸಿಗದೇ ಕಾಂಗ್ರೆಸ್ ಶಾಸಕರು ಇಲಾಖೆಗಳಲ್ಲಿ ಮಾಮೂಲಿ ವಸೂಲಿ ಮಾಡುತ್ತಿದ್ದಾರೆ ಎಂದು ಮಾಜಿ ಸಂಸದ ಎಸ್. ಮುನಿಸ್ವಾಮಿ ಗಂಭೀರ ಆರೋಪ ಮಾಡಿದ್ದಾರೆ. ನಗರದಲ್ಲಿ ಬುಧವಾರ ಸುದ್ದಿಗಾರರೊಂದಿಗೆ ಮಾತನಾಡಿದ ಅವರು ರಾಜ್ಯ ಸರ್ಕಾರದ ವಿರುದ್ಧ ವಾಗ್ದಾಳಿ ನಡೆಸಿದರು. ಕಾಂಗ್ರೆಸ್ ಸರ್ಕಾರ ಕೇಂದ್ರದಲ್ಲಿ ಅಧಿಕಾರಕ್ಕೆ ಬಂದರೆ ಆರ್‌ಎಸ್‌ಎಸ್ ಅನ್ನು ಕಿತ್ತೊಗೆಯುತ್ತೇವೆ ಎಂದು ಹೇಳುತ್ತಾ ಲೇವಡಿಗೊಳಗಾಗಿದ್ದಾರೆ ಎಂದು ಭೇಡಿಸಿದರು. ಗ್ಯಾರಂಟಿ ಯೋಜನೆಗಳ ಹೆಸರಿನಲ್ಲಿ ಅಭಿವೃದ್ಧಿ ಕಾರ್ಯಗಳು ಸಂಪೂರ್ಣ ಸ್ಥಗಿತಗೊಂಡಿವೆ. ಶಾಸಕರಿಗೆ ಅನುದಾನ ನೀಡದೆ ಸರ್ಕಾರ ತಾರತಮ್ಯ ಮಾಡುತ್ತಿದೆ ಎಂದು ಆರೋಪಿಸಿದರು. ಭ್ರಷ್ಟಾಚಾರದಿಂದಾಗಿ ಉದ್ಯೋಗ ನಷ್ಟವಾಗುತ್ತಿದ್ದು ಯುವಕರು ಬೀದಿಗೆ ಬರುವಂತಾಗಿದೆ. ಡ್ರಗ್ಸ್ ಜಾಲದ ವಿರುದ್ಧ ಸಮಗ್ರ ತನಿಖೆ ನಡೆಸಬೇಕು, ತಪ್ಪಿತಸ್ಥರ ವಿರುದ್ಧ ಕಠಿಣ ಕ್ರಮ ಕೈಗೊಳ್ಳಬೇಕು ಎಂದು ಒತ್ತಾಯಿಸಿದರು. ಗ್ರಾಮಾಂತರ ಭಾಗದಲ್ಲಿ ಕುಡಿಯುವ ನೀರಿನ ಸಮಸ್ಯೆ ತೀವ್ರವಾಗಿದ್ದರೂ ಜನಪ್ರತಿನಿಧಿಗಳು ನಿರ್ಲಕ್ಷ್ಯ ವಹಿಸಿದ್ದಾರೆ. ಕೇಂದ್ರ ಸರ್ಕಾರದ ಯೋಜನೆಗಳನ್ನು ರಾಜ್ಯದಲ್ಲಿ ಸಮರ್ಪಕವಾಗಿ ಅನುಷ್ಠಾನಗೊಳಿಸುತ್ತಿಲ್ಲ ಎಂದು ದೂರಿದರು. ರೈತರ ಬೆಳೆಗಳಿಗೆ ಸೂಕ್ತ ಬೆಂಬಲ ಬೆಲೆ ನೀಡದೆ ಸರ್ಕಾರ ವಂಚಿಸುತ್ತಿದೆ. ಕೆ.ಸಿ. ವ್ಯಾಲಿ ನೀರಿನ ಯೋಜನೆ ಕಾಮಗಾರಿ ಕುಂಠಿತಗೊಂಡಿದೆ ಎಂದರು. ಈ ಸಂದರ್ಭದಲ್ಲಿ ಮುಖಂಡರು ಹಾಗೂ ಕಾರ್ಯಕರ್ತರು ಉಪಸ್ಥಿತರಿದ್ದರು.: [662, 203, 1577, 298]
notice-left-respondent: ಎದುರುದಾರರು: ಸಹಾಯಕ ನಿರ್ದೇಶಕರು ಮತ್ತು ಇತರರು: [91, 1628, 292, 1641]
notice-right-applicant-tag: .... ಅರ್ಜಿದಾರರು: [1500, 1731, 1563, 1745]
headline-auto-tempo: ಆಟೋ-ಟೆಂಪೋ ನಡುವೆ ಡಿಕ್ಕಿ: ಇಬ್ಬರಿಗೆ ತೀವ್ರ ಗಾಯ: [63, 1119, 396, 1181]
pahalgam-content-row: [1196, 1463, 1576, 1592]
photo-banner-text: 2024-25ನೇ ಸಾಲಿನ SSLC ಮತ್ತು PUC ಪ್ರತಿಭಾ ಪುರಸ್ಕಾರ: [1248, 746, 1524, 765]
headline-officials-blunder: ಅಧಿಕಾರಿಗಳ ಎಡವಟ್ಟಿನಿಂದ ಪೇಚಿಗೆ ಸಿಲುಕಿದ ಫಲಾನುಭವಿಗಳು: [82, 573, 621, 604]
rni-registration: RNI 27430/75 Reg.No.KA/SK/KLR-388/2024-26: [812, 44, 1230, 68]
notice-right-respondent: ತಹಸೀಲ್ದಾರ್‌ರವರು, ಕೋಲಾರ ತಾಲೂಕು, ಕೋಲಾರ: [1228, 1771, 1411, 1785]
article-drugs-mafia: [662, 85, 1577, 639]
body-auto-tempo: ಚಿಂತಾಮಣಿ: ಬೆಂಗಳೂರು ರಸ್ತೆಯಲ್ಲಿ ಆಟೋ ಹಾಗೂ ಟೆಂಪೋ ನಡುವೆ ಸಂಭವಿಸಿದ ಡಿಕ್ಕಿಯಲ್ಲಿ ಇಬ್ಬರು ತೀವ್ರವಾಗಿ ಗಾಯಗೊಂಡಿದ್ದಾರೆ. ಗಾಯಾಳುಗಳನ್ನು ಚಿಂತಾಮಣಿಯ ಸಾರ್ವಜನಿಕ ಆಸ್ಪತ್ರೆಗೆ ದಾಖಲಿಸಲಾಗಿದ್ದು ಹೆಚ್ಚಿನ ಚಿಕಿತ್ಸೆಗಾಗಿ ಬೆಂಗಳೂರಿಗೆ ಕಳುಹಿಸಲಾಗಿದೆ. ವೇಗವಾಗಿ ಬಂದ ಟೆಂಪೋ ಆಟೋಗೆ ಡಿಕ್ಕಿ ಹೊಡೆದ ಪರಿಣಾಮ ಆಟೋ ಜಖಂಗೊಂಡಿದೆ. ಘಟನೆಯ ನಂತರ ಟೆಂಪೋ ಚಾಲಕ ಮಾಲೀಕ ರೊಂದಿಗೆ ನಡೆಸಿ ಪೊಲೀಸರಿಗೆ ಶರಣಾಗಿ ರಾಜಿ ಮಾಡಿಕೊಂಡಿದ್ದಾರೆ. ಘಟನೆಯ ಬಗ್ಗೆ ಪೊಲೀಸರಿಗೆ ದೂರು ನೀಡಿದ್ದು ಪ್ರಕರಣ ದಾಖಲಿಸಿಕೊಂಡು ತನಿಖೆ ನಡೆಸುತ್ತಿದ್ದಾರೆ.: [51, 1212, 408, 1304]
article-pahalgam: [1196, 1374, 1576, 1602]
